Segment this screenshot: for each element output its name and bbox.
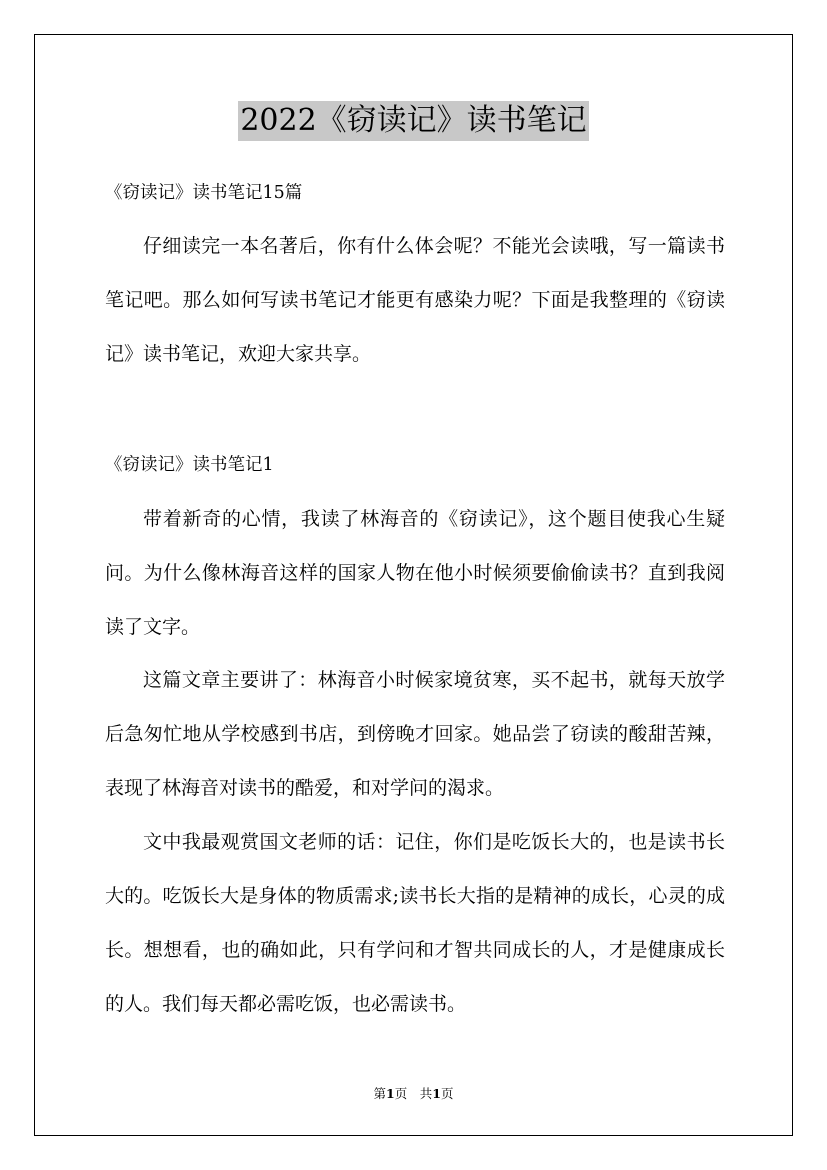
- section-heading: 《窃读记》读书笔记1: [105, 455, 274, 475]
- footer-page-mid: 页 共: [394, 1086, 433, 1101]
- title-container: [0, 101, 827, 141]
- document-subtitle: 《窃读记》读书笔记15篇: [105, 183, 303, 203]
- page-footer: [0, 1084, 827, 1102]
- footer-page-prefix: 第: [373, 1086, 387, 1101]
- document-title: 2022《窃读记》读书笔记: [238, 101, 588, 141]
- body-paragraph-2: 这篇文章主要讲了：林海音小时候家境贫寒，买不起书，就每天放学后急匆忙地从学校感到书店，到傍晚才回家。她品尝了窃读的酸甜苦辣，表现了林海音对读书的酷爱，和对学问的渴求。: [105, 669, 725, 799]
- intro-paragraph: 仔细读完一本名著后，你有什么体会呢？不能光会读哦，写一篇读书笔记吧。那么如何写读书笔记才能更有感染力呢？下面是我整理的《窃读记》读书笔记，欢迎大家共享。: [105, 235, 725, 365]
- body-paragraph-1: 带着新奇的心情，我读了林海音的《窃读记》，这个题目使我心生疑问。为什么像林海音这样的国家人物在他小时候须要偷偷读书？直到我阅读了文字。: [105, 508, 725, 638]
- footer-page-total: 1: [432, 1086, 441, 1101]
- body-paragraph-3: 文中我最观赏国文老师的话：记住，你们是吃饭长大的，也是读书长大的。吃饭长大是身体的物质需求;读书长大指的是精神的成长，心灵的成长。想想看，也的确如此，只有学问和才智共同成长的人，才是健康成长的人。我们每天都必需吃饭，也必需读书。: [105, 831, 725, 1015]
- footer-page-current: 1: [386, 1086, 395, 1101]
- footer-page-suffix: 页: [440, 1086, 454, 1101]
